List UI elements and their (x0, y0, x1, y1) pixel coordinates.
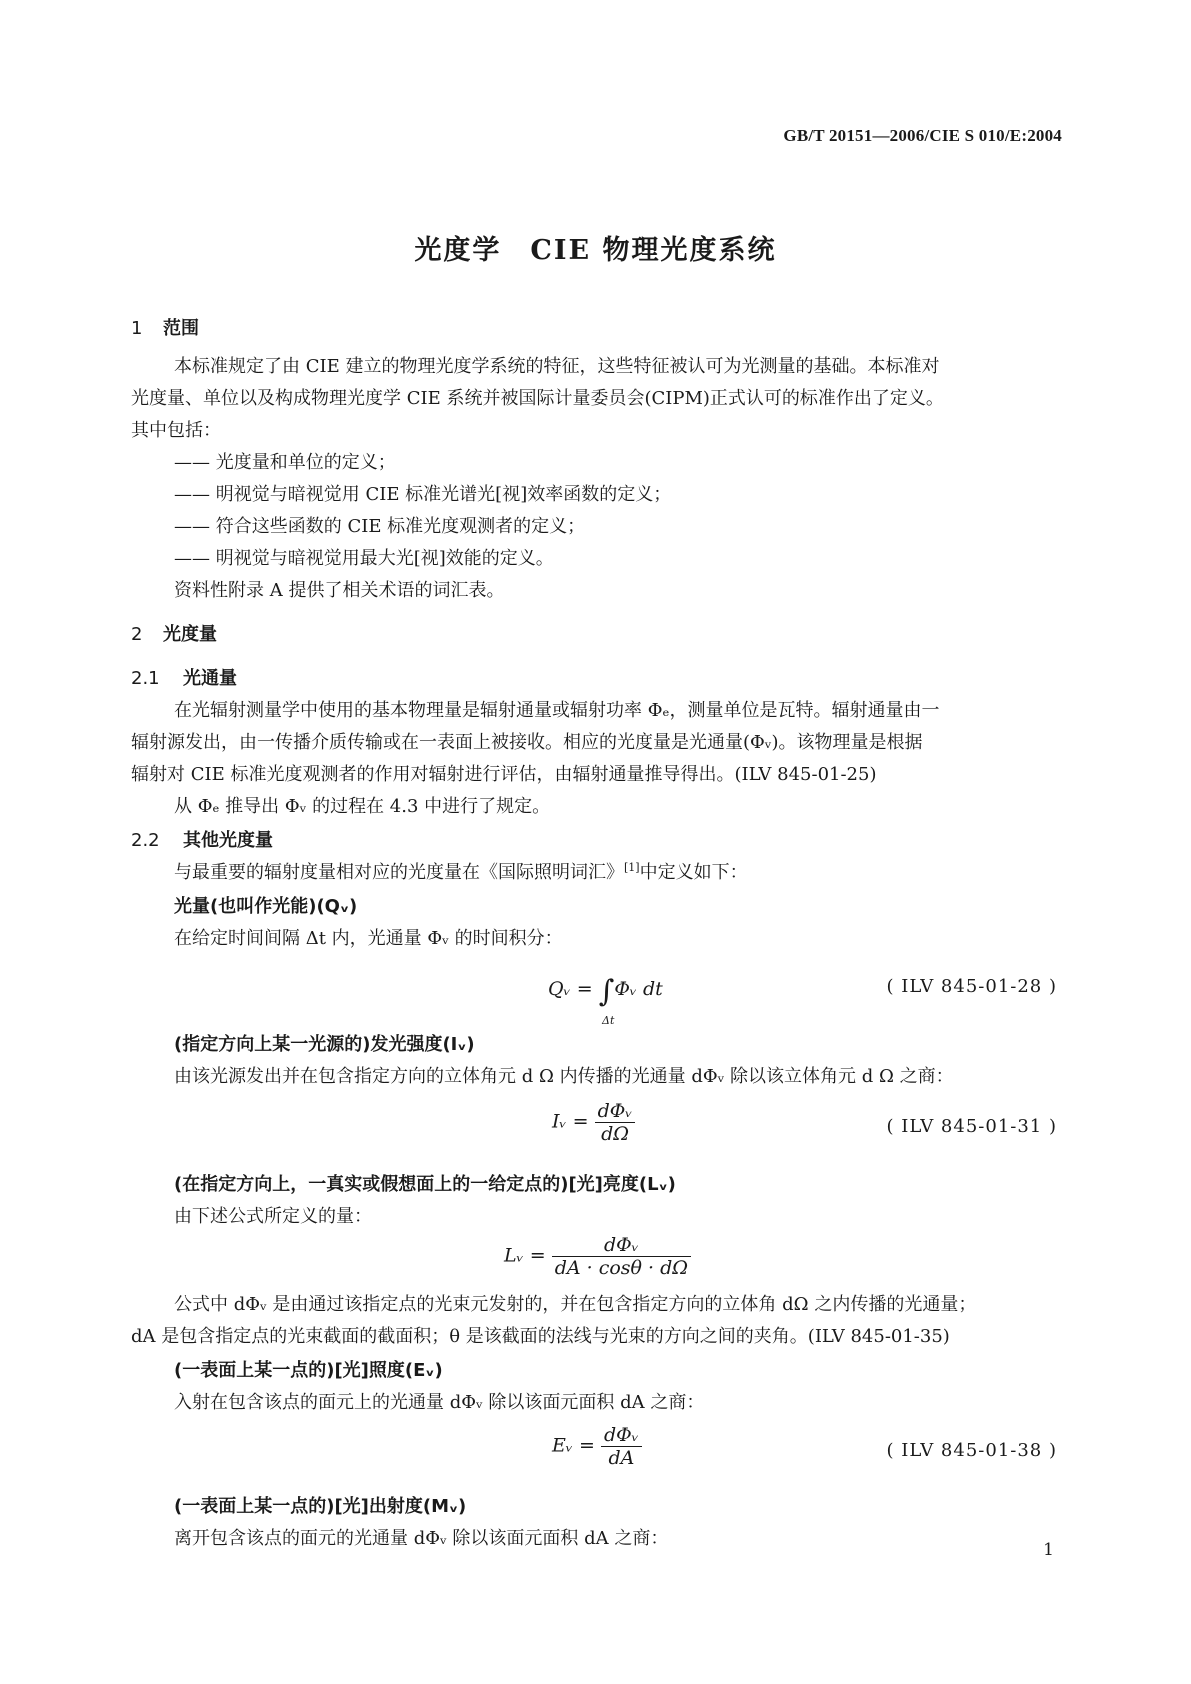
formula-lhs: Qᵥ (548, 978, 571, 1000)
formula-rhs: Φᵥ dt (614, 978, 663, 1000)
integral-limit: Δt (602, 1014, 615, 1027)
formula-lhs: Iᵥ (552, 1110, 567, 1133)
formula-luminous-intensity: Iᵥ = $\frac{\text{dΦᵥ}}{d\Omega}$ (552, 1100, 635, 1145)
paragraph-line: 光度量、单位以及构成物理光度学 CIE 系统并被国际计量委员会(CIPM)正式认可的标准作出了定义。 (131, 388, 944, 409)
section-2-heading (131, 620, 217, 646)
definition-text: 由下述公式所定义的量： (174, 1206, 372, 1227)
section-number: 1 (131, 318, 143, 339)
document-title: 光度学 CIE 物理光度系统 (414, 235, 777, 266)
paragraph-line: 在光辐射测量学中使用的基本物理量是辐射通量或辐射功率 Φₑ，测量单位是瓦特。辐射通量由一 (174, 700, 940, 721)
section-title: 光度量 (163, 624, 217, 645)
reference-marker: [1] (624, 861, 640, 874)
subsection-number: 2.2 (131, 830, 160, 851)
list-item: —— 光度量和单位的定义； (174, 452, 396, 473)
fraction-numerator: dΦᵥ (595, 1100, 636, 1123)
list-item: —— 明视觉与暗视觉用 CIE 标准光谱光[视]效率函数的定义； (174, 484, 672, 505)
fraction-numerator: dΦᵥ (601, 1424, 642, 1447)
term-heading-luminous-intensity: (指定方向上某一光源的)发光强度(Iᵥ) (174, 1034, 475, 1055)
subsection-number: 2.1 (131, 668, 160, 689)
definition-text: 在给定时间间隔 Δt 内，光通量 Φᵥ 的时间积分： (174, 928, 563, 949)
subsection-2-1-heading (131, 664, 237, 690)
equation-number: ( ILV 845-01-31 ) (886, 1116, 1057, 1137)
formula-luminous-energy: Qᵥ = ∫Φᵥ dt (548, 974, 663, 1009)
standard-code-header: GB/T 20151—2006/CIE S 010/E:2004 (783, 126, 1062, 145)
term-heading-illuminance: (一表面上某一点的)[光]照度(Eᵥ) (174, 1360, 443, 1381)
formula-note-line: dA 是包含指定点的光束截面的截面积；θ 是该截面的法线与光束的方向之间的夹角。(ILV 845-01-35) (131, 1326, 950, 1347)
subsection-title: 其他光度量 (183, 830, 273, 851)
definition-text: 入射在包含该点的面元上的光通量 dΦᵥ 除以该面元面积 dA 之商： (174, 1392, 705, 1413)
formula-luminance: Lᵥ = $\frac{\text{dΦᵥ}}{dA \cdot \cos\theta \cdot d\Omega}$ (504, 1234, 691, 1279)
list-item: —— 符合这些函数的 CIE 标准光度观测者的定义； (174, 516, 586, 537)
subsection-title: 光通量 (183, 668, 237, 689)
list-item: —— 明视觉与暗视觉用最大光[视]效能的定义。 (174, 548, 554, 569)
fraction (601, 1424, 642, 1469)
page-number: 1 (1043, 1540, 1054, 1560)
definition-text: 由该光源发出并在包含指定方向的立体角元 d Ω 内传播的光通量 dΦᵥ 除以该立体角元 d Ω 之商： (174, 1066, 954, 1087)
integral-symbol: ∫ (598, 974, 615, 1009)
paragraph-line: 本标准规定了由 CIE 建立的物理光度学系统的特征，这些特征被认可为光测量的基础。本标准对 (174, 356, 940, 377)
paragraph-line: 辐射源发出，由一传播介质传输或在一表面上被接收。相应的光度量是光通量(Φᵥ)。该物理量是根据 (131, 732, 923, 753)
subsection-2-2-heading (131, 826, 273, 852)
fraction-denominator: dA · cosθ · dΩ (554, 1257, 689, 1279)
section-title: 范围 (163, 318, 199, 339)
paragraph-line: 从 Φₑ 推导出 Φᵥ 的过程在 4.3 中进行了规定。 (174, 796, 551, 817)
fraction (552, 1234, 691, 1279)
annex-note: 资料性附录 A 提供了相关术语的词汇表。 (174, 580, 505, 601)
section-1-heading (131, 314, 199, 340)
paragraph-line: 辐射对 CIE 标准光度观测者的作用对辐射进行评估，由辐射通量推导得出。(ILV 845-01-25) (131, 764, 877, 785)
term-heading-luminous-exitance: (一表面上某一点的)[光]出射度(Mᵥ) (174, 1496, 467, 1517)
term-heading-luminance: (在指定方向上，一真实或假想面上的一给定点的)[光]亮度(Lᵥ) (174, 1174, 676, 1195)
fraction-denominator: dA (608, 1447, 635, 1469)
equation-number: ( ILV 845-01-28 ) (886, 976, 1057, 997)
intro-tail: 中定义如下： (639, 862, 748, 883)
fraction-numerator: dΦᵥ (552, 1234, 691, 1257)
term-heading-luminous-energy: 光量(也叫作光能)(Qᵥ) (174, 896, 358, 917)
formula-illuminance: Eᵥ = $\frac{\text{dΦᵥ}}{dA}$ (552, 1424, 642, 1469)
fraction (595, 1100, 636, 1145)
intro-text: 与最重要的辐射度量相对应的光度量在《国际照明词汇》 (174, 862, 624, 883)
formula-note-line: 公式中 dΦᵥ 是由通过该指定点的光束元发射的，并在包含指定方向的立体角 dΩ 之内传播的光通量； (174, 1294, 977, 1315)
paragraph-line (174, 858, 748, 884)
definition-text: 离开包含该点的面元的光通量 dΦᵥ 除以该面元面积 dA 之商： (174, 1528, 669, 1549)
section-number: 2 (131, 624, 143, 645)
fraction-denominator: dΩ (601, 1123, 629, 1145)
equation-number: ( ILV 845-01-38 ) (886, 1440, 1057, 1461)
formula-lhs: Lᵥ (504, 1244, 524, 1267)
formula-lhs: Eᵥ (552, 1434, 573, 1457)
paragraph-line: 其中包括： (131, 420, 221, 441)
